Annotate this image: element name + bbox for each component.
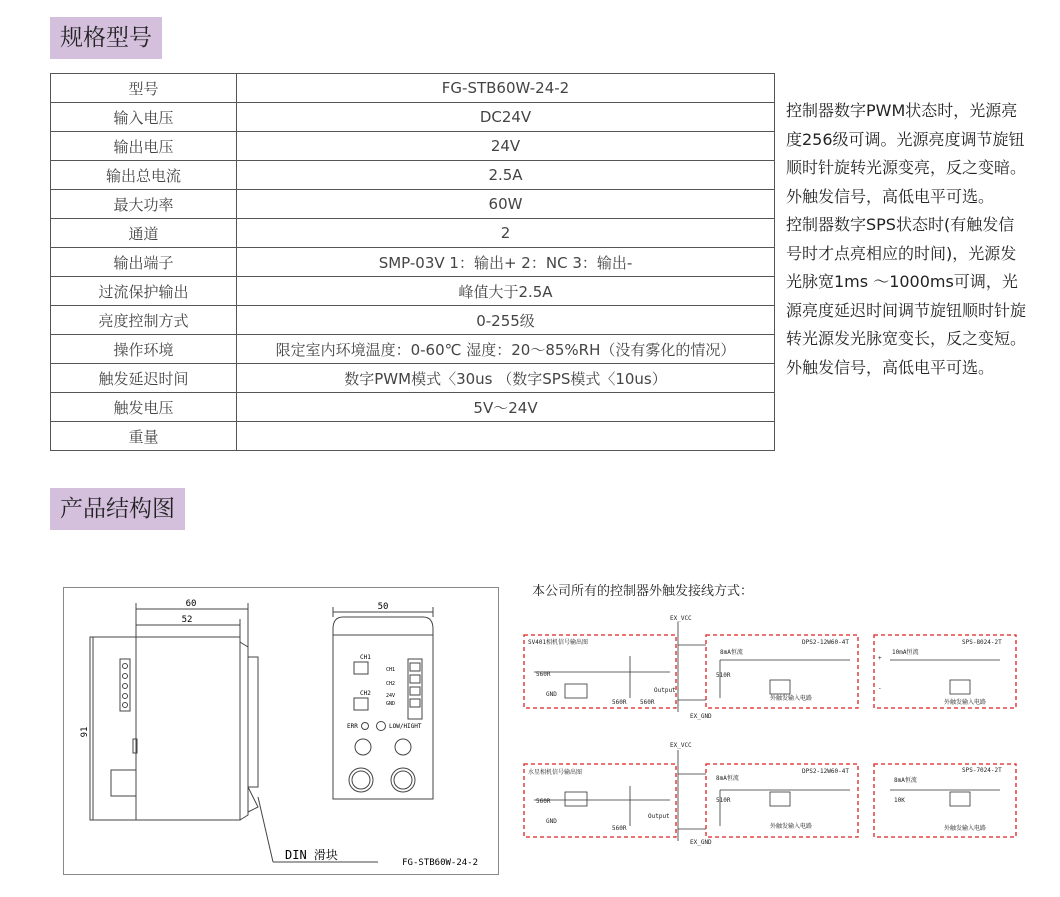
spec-value: 2.5A (237, 161, 775, 190)
dim-91: 91 (80, 726, 90, 738)
row2-gnd: GND (546, 818, 557, 825)
row2-cc2: 8mA恒流 (894, 777, 917, 784)
spec-value: FG-STB60W-24-2 (237, 74, 775, 103)
spec-value: 峰值大于2.5A (237, 277, 775, 306)
spec-value: DC24V (237, 103, 775, 132)
spec-row (51, 161, 775, 190)
row1-ext2: 外触发输入电路 (944, 699, 987, 706)
spec-label: 输出端子 (51, 248, 237, 277)
spec-row (51, 103, 775, 132)
spec-label: 亮度控制方式 (51, 306, 237, 335)
spec-row (51, 219, 775, 248)
spec-value: 60W (237, 190, 775, 219)
spec-label: 触发电压 (51, 393, 237, 422)
row1-gnd: GND (546, 691, 557, 698)
product-structure-drawing (63, 587, 500, 877)
row2-output: Output (648, 813, 670, 820)
spec-value: 限定室内环境温度：0-60℃ 湿度：20～85%RH（没有雾化的情况） (237, 335, 775, 364)
ch1-label: CH1 (360, 654, 371, 661)
row2-cc: 8mA恒流 (716, 775, 739, 782)
row1-r2: 560R (612, 699, 627, 706)
spec-value: 0-255级 (237, 306, 775, 335)
row1-vcc: EX_VCC (670, 615, 692, 622)
spec-value: 24V (237, 132, 775, 161)
structure-section-title: 产品结构图 (50, 488, 185, 530)
row2-ctrl-title: DPS2-12W60-4T (802, 768, 849, 775)
model-label: FG-STB60W-24-2 (402, 858, 478, 868)
row1-cc2: 10mA恒流 (892, 649, 919, 656)
spec-label: 操作环境 (51, 335, 237, 364)
err-label: ERR (347, 723, 358, 730)
spec-label: 输出电压 (51, 132, 237, 161)
spec-row (51, 306, 775, 335)
description-sps: 控制器数字SPS状态时(有触发信号时才点亮相应的时间)，光源发光脉宽1ms ～1000ms可调，光源亮度延迟时间调节旋钮顺时针旋转光源发光脉宽变长，反之变短。外触发信号，高低电平可选。 (786, 215, 1027, 377)
dim-52: 52 (181, 615, 193, 625)
dim-50: 50 (377, 602, 389, 612)
row2-ex-gnd: EX_GND (690, 839, 712, 846)
spec-row (51, 364, 775, 393)
spec-label: 触发延迟时间 (51, 364, 237, 393)
row1-output: Output (654, 687, 676, 694)
row2-r1: 560R (536, 798, 551, 805)
ch2-label: CH2 (360, 690, 371, 697)
spec-row (51, 277, 775, 306)
spec-value: 5V～24V (237, 393, 775, 422)
wiring-caption: 本公司所有的控制器外触发接线方式： (532, 584, 754, 599)
row1-ctrl2-title: SPS-8024-2T (962, 639, 1002, 646)
row2-r5: 10K (894, 797, 905, 804)
spec-row (51, 132, 775, 161)
spec-value: 2 (237, 219, 775, 248)
row2-r4: 510R (716, 797, 731, 804)
row1-r4: 510R (716, 672, 731, 679)
spec-row (51, 248, 775, 277)
spec-value: SMP-03V 1：输出+ 2：NC 3：输出- (237, 248, 775, 277)
24v-label: 24V (386, 693, 396, 699)
spec-label: 最大功率 (51, 190, 237, 219)
row1-plus: + (878, 655, 882, 662)
spec-value: 数字PWM模式〈30us （数字SPS模式〈10us） (237, 364, 775, 393)
row2-camera-label: 水星相机信号输出图 (528, 769, 583, 776)
row2-ext: 外触发输入电路 (770, 823, 813, 830)
row2-ctrl2-title: SPS-7024-2T (962, 767, 1002, 774)
spec-section-title: 规格型号 (50, 17, 162, 59)
row1-camera-label: SV401相机信号输出图 (528, 639, 589, 646)
row2-ext2: 外触发输入电路 (944, 825, 987, 832)
spec-row (51, 74, 775, 103)
dim-60: 60 (185, 599, 197, 609)
spec-row (51, 335, 775, 364)
spec-label: 输出总电流 (51, 161, 237, 190)
ch1b-label: CH1 (386, 667, 396, 673)
row1-ex-gnd: EX_GND (690, 713, 712, 720)
gnd-label: GND (386, 701, 396, 707)
spec-value (237, 422, 775, 451)
spec-table (50, 73, 775, 451)
spec-label: 型号 (51, 74, 237, 103)
spec-row (51, 190, 775, 219)
spec-row (51, 393, 775, 422)
spec-row (51, 422, 775, 451)
row1-ctrl-title: DPS2-12W60-4T (802, 639, 849, 646)
spec-label: 过流保护输出 (51, 277, 237, 306)
row1-cc: 8mA恒流 (720, 649, 743, 656)
spec-label: 重量 (51, 422, 237, 451)
ch2b-label: CH2 (386, 681, 396, 687)
description-pwm: 控制器数字PWM状态时，光源亮度256级可调。光源亮度调节旋钮顺时针旋转光源变亮，反之变暗。外触发信号，高低电平可选。 (786, 101, 1027, 206)
row2-vcc: EX_VCC (670, 742, 692, 749)
row1-r1: 560R (536, 671, 551, 678)
row2-r2: 560R (612, 825, 627, 832)
din-slider-label: DIN 滑块 (285, 848, 338, 862)
low-high-label: LOW/HIGHT (389, 723, 422, 730)
row1-r3: 560R (640, 699, 655, 706)
spec-label: 输入电压 (51, 103, 237, 132)
description-text (786, 97, 1026, 382)
row1-minus: - (878, 685, 882, 692)
spec-label: 通道 (51, 219, 237, 248)
row1-ext: 外触发输入电路 (770, 695, 813, 702)
wiring-diagrams (520, 600, 1020, 850)
